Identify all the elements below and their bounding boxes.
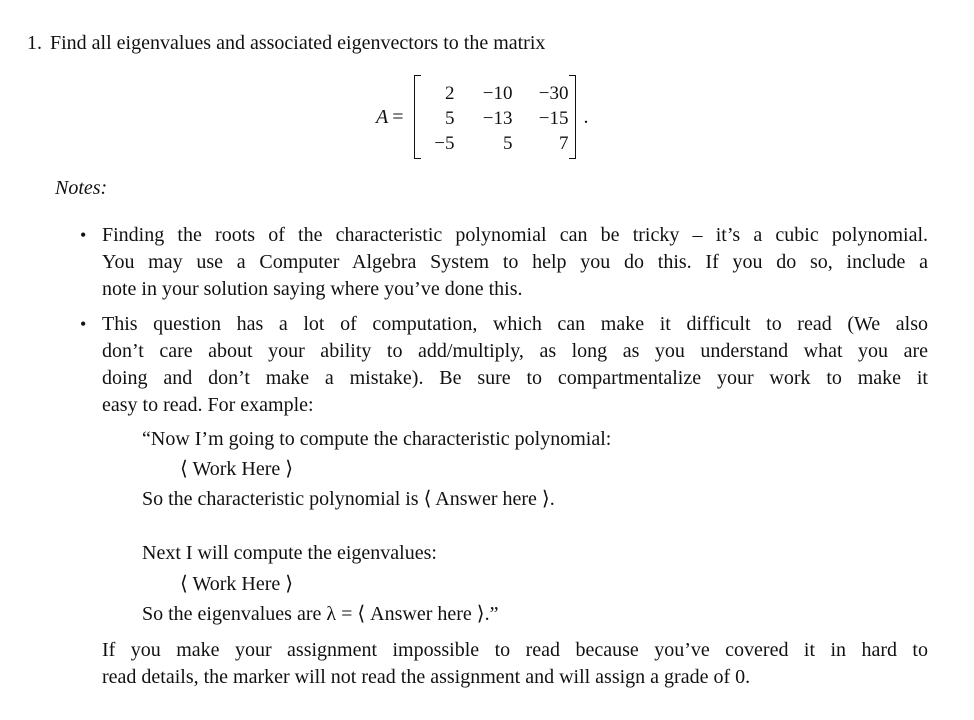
problem-text: Find all eigenvalues and associated eigenvectors to the matrix xyxy=(50,32,546,54)
right-bracket xyxy=(569,75,576,159)
closing-line: read details, the marker will not read the assignment and will assign a grade of 0. xyxy=(102,666,751,688)
equals-sign: = xyxy=(392,106,404,128)
bullet-dot: • xyxy=(80,225,87,245)
matrix-cell: −13 xyxy=(482,108,513,129)
matrix-equation xyxy=(376,75,589,159)
bullet-line: This question has a lot of computation, which can make it difficult to read (We also xyxy=(102,313,928,335)
bullet-dot: • xyxy=(80,314,87,334)
matrix-cell: 5 xyxy=(503,133,513,154)
problem-statement xyxy=(27,30,927,56)
matrix-cell: 7 xyxy=(559,133,569,154)
problem-number: 1. xyxy=(27,32,42,54)
closing-line: If you make your assignment impossible to read because you’ve covered it in hard to xyxy=(102,639,928,661)
matrix-cell: 5 xyxy=(445,108,455,129)
matrix-cell: −30 xyxy=(538,83,569,104)
matrix xyxy=(414,75,576,159)
example-work-placeholder: ⟨ Work Here ⟩ xyxy=(180,458,294,480)
example-line: So the characteristic polynomial is ⟨ Answer here ⟩. xyxy=(142,488,555,510)
bullet-line: Finding the roots of the characteristic polynomial can be tricky – it’s a cubic polynomial. xyxy=(102,224,928,246)
bullet-line: note in your solution saying where you’ve done this. xyxy=(102,278,523,300)
example-line: “Now I’m going to compute the characteristic polynomial: xyxy=(142,428,612,450)
matrix-cell: 2 xyxy=(445,83,455,104)
matrix-cell: −10 xyxy=(482,83,513,104)
bullet-line: You may use a Computer Algebra System to help you do this. If you do so, include a xyxy=(102,251,928,273)
example-line: So the eigenvalues are λ = ⟨ Answer here ⟩.” xyxy=(142,603,499,625)
bullet-line: easy to read. For example: xyxy=(102,394,314,416)
left-bracket xyxy=(414,75,421,159)
example-work-placeholder: ⟨ Work Here ⟩ xyxy=(180,573,294,595)
notes-heading: Notes: xyxy=(55,177,108,199)
example-line: Next I will compute the eigenvalues: xyxy=(142,542,437,564)
matrix-cell: −5 xyxy=(434,133,455,154)
bullet-line: doing and don’t make a mistake). Be sure to compartmentalize your work to make it xyxy=(102,367,928,389)
matrix-grid xyxy=(421,75,569,159)
matrix-cell: −15 xyxy=(538,108,569,129)
matrix-variable: A xyxy=(376,106,389,128)
matrix-period: . xyxy=(583,106,589,128)
bullet-line: don’t care about your ability to add/multiply, as long as you understand what you are xyxy=(102,340,928,362)
